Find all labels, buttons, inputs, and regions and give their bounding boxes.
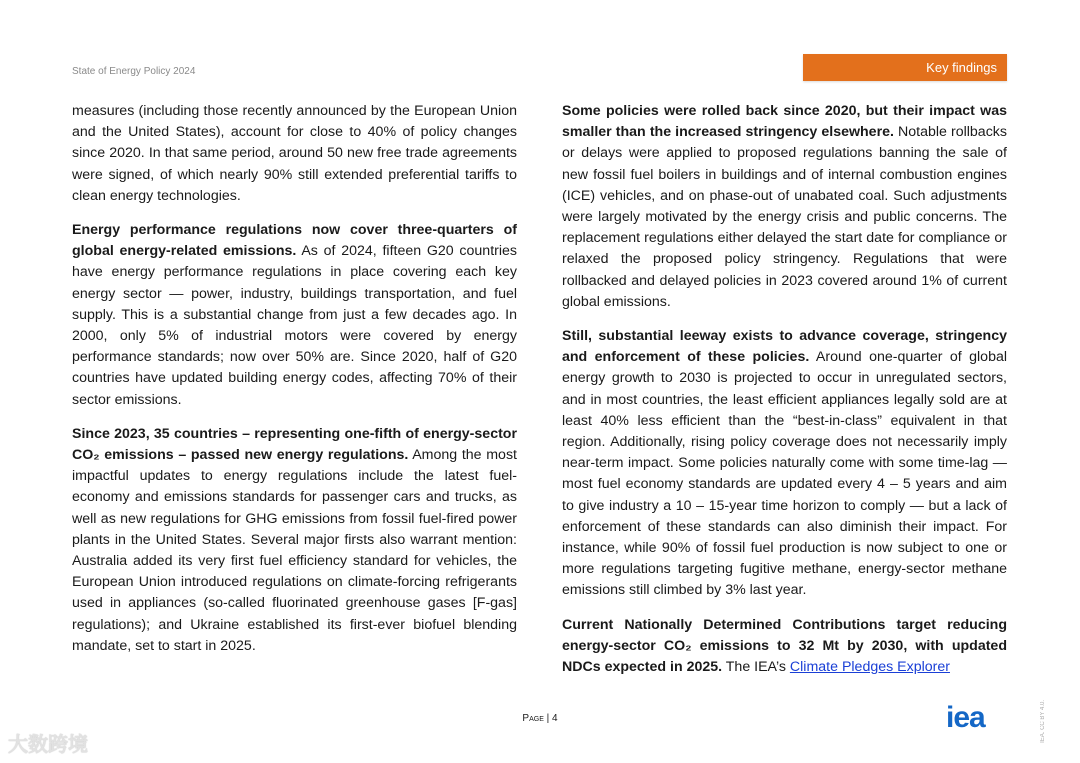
iea-logo: iea (946, 701, 985, 734)
right-column (562, 101, 1007, 691)
page-label: Page (522, 713, 544, 724)
paragraph-lead: Energy performance regulations now cover three-quarters of global energy-related emissions. (72, 222, 517, 260)
paragraph-lead: Current Nationally Determined Contributions target reducing energy-sector CO₂ emissions to 32 Mt by 2030, with updated NDCs expected in 2025. (562, 616, 1007, 676)
section-tab-key-findings (803, 54, 1007, 81)
page-number (0, 713, 1080, 724)
paragraph (72, 424, 517, 657)
paragraph (72, 101, 517, 207)
page-number-value: 4 (552, 713, 558, 724)
section-label: Key findings (926, 60, 997, 75)
paragraph-text: As of 2024, fifteen G20 countries have energy performance regulations in place covering each key energy sector — power, industry, buildings transportation, and fuel supply. This is a substantial change from just a few decades ago. In 2000, only 5% of industrial motors were covered by energy performance standards; now over 50% are. Since 2020, half of G20 countries have updated building energy codes, affecting 70% of their sector emissions. (72, 243, 517, 408)
paragraph-text: measures (including those recently announced by the European Union and the United States), account for close to 40% of policy changes since 2020. In that same period, around 50 new free trade agreements were signed, of which nearly 90% still extended preferential tariffs to clean energy technologies. (72, 103, 517, 204)
paragraph (72, 220, 517, 411)
paragraph-text: Notable rollbacks or delays were applied to proposed regulations banning the sale of new fossil fuel boilers in buildings and of internal combustion engines (ICE) vehicles, and on phase-out of unabated coal. Such adjustments were largely motivated by the energy crisis and public concerns. The replacement regulations either delayed the start date for compliance or relaxed the proposed policy stringency. Regulations that were rollbacked and delayed policies in 2023 covered around 1% of current global emissions. (562, 124, 1007, 310)
left-column (72, 101, 517, 670)
paragraph-lead: Since 2023, 35 countries – representing one-fifth of energy-sector CO₂ emissions – passed new energy regulations. (72, 425, 517, 464)
license-text: IEA. CC BY 4.0. (1040, 700, 1046, 743)
paragraph (562, 326, 1007, 602)
paragraph (562, 615, 1007, 679)
paragraph-lead: Still, substantial leeway exists to advance coverage, stringency and enforcement of these policies. (562, 328, 1007, 366)
paragraph-lead: Some policies were rolled back since 2020, but their impact was smaller than the increased stringency elsewhere. (562, 103, 1007, 141)
paragraph-text: Around one-quarter of global energy growth to 2030 is projected to occur in unregulated sectors, and in most countries, the least efficient appliances legally sold are at least 40% less efficient than the “best-in-class” equivalent in that region. Additionally, rising policy coverage does not necessarily imply near-term impact. Some policies naturally come with some time-lag — most fuel economy standards are updated every 4 – 5 years and aim to give industry a 10 – 15-year time horizon to comply — but a lack of enforcement of these standards can also diminish their impact. For instance, while 90% of fossil fuel production is now subject to one or more regulations targeting fugitive methane, energy-sector methane emissions still climbed by 3% last year. (562, 349, 1007, 599)
watermark: 大数跨境 (8, 734, 88, 756)
paragraph-text: Among the most impactful updates to energy regulations include the latest fuel-economy and emissions standards for passenger cars and trucks, as well as new regulations for GHG emissions from fossil fuel-fired power plants in the United States. Several major firsts also warrant mention: Australia added its very first fuel efficiency standard for vehicles, the European Union introduced regulations on climate-forcing refrigerants used in appliances (so-called fluorinated greenhouse gases [F-gas] regulations); and Ukraine established its first-ever biofuel blending mandate, set to start in 2025. (72, 447, 517, 654)
paragraph-text: The IEA’s (722, 659, 790, 676)
climate-pledges-explorer-link[interactable]: Climate Pledges Explorer (789, 659, 950, 676)
page-separator: | (543, 713, 553, 724)
paragraph (562, 101, 1007, 313)
document-title: State of Energy Policy 2024 (72, 66, 196, 77)
